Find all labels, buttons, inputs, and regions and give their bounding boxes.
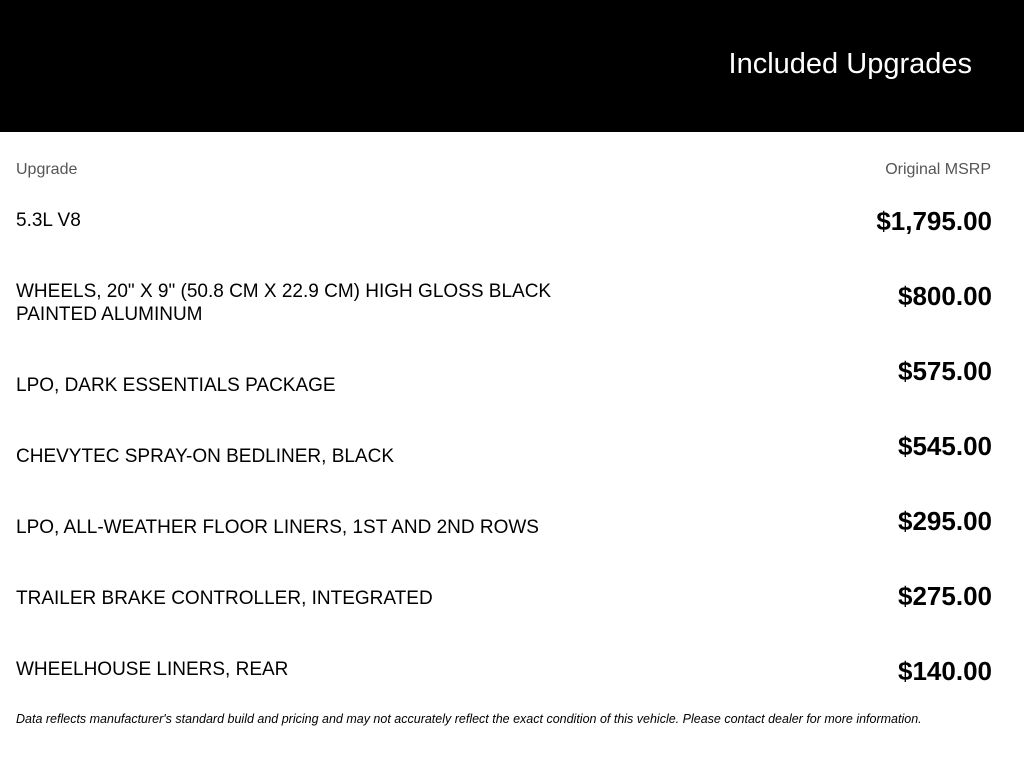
upgrade-name: 5.3L V8 — [16, 210, 81, 231]
upgrade-name: TRAILER BRAKE CONTROLLER, INTEGRATED — [16, 588, 433, 609]
disclaimer-text: Data reflects manufacturer's standard build and pricing and may not accurately reflect the exact condition of this vehicle. Please contact dealer for more information. — [16, 712, 922, 726]
upgrade-name: WHEELS, 20" X 9" (50.8 CM X 22.9 CM) HIGH GLOSS BLACK PAINTED ALUMINUM — [16, 281, 552, 325]
upgrade-price: $545.00 — [898, 431, 992, 461]
msrp-column-header: Original MSRP — [885, 161, 991, 178]
upgrade-column-header: Upgrade — [16, 161, 78, 178]
upgrade-price: $1,795.00 — [876, 206, 992, 236]
upgrade-price: $140.00 — [898, 656, 992, 686]
upgrade-price: $800.00 — [898, 281, 992, 311]
upgrade-name: LPO, ALL-WEATHER FLOOR LINERS, 1ST AND 2ND ROWS — [16, 517, 539, 538]
page-title: Included Upgrades — [728, 48, 972, 80]
upgrade-price: $275.00 — [898, 581, 992, 611]
upgrade-price: $575.00 — [898, 356, 992, 386]
upgrade-price: $295.00 — [898, 506, 992, 536]
upgrade-name: WHEELHOUSE LINERS, REAR — [16, 659, 289, 680]
header-banner — [0, 0, 1024, 132]
upgrade-name: CHEVYTEC SPRAY-ON BEDLINER, BLACK — [16, 446, 394, 467]
upgrade-name: LPO, DARK ESSENTIALS PACKAGE — [16, 375, 336, 396]
